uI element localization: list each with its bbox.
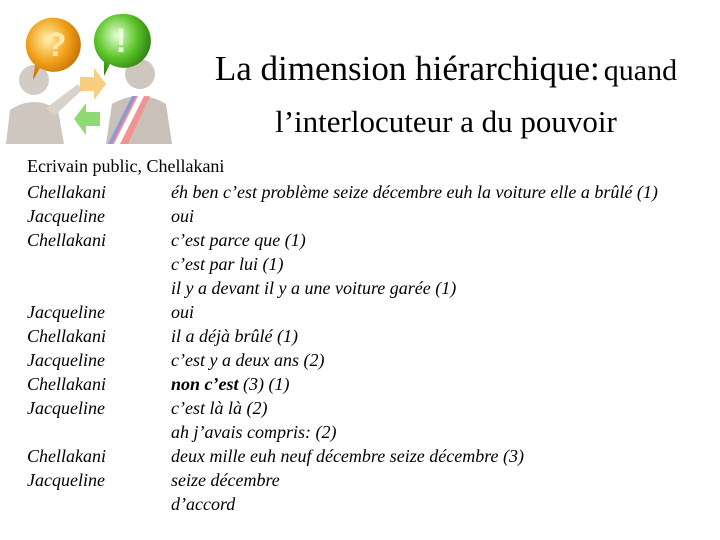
transcript-row — [27, 276, 717, 300]
arrow-left-icon — [74, 103, 100, 135]
utterance: c’est parce que (1) — [171, 230, 306, 250]
transcript-row — [27, 228, 717, 252]
transcript-row — [27, 324, 717, 348]
utterance: oui — [171, 206, 195, 226]
transcript-header: Ecrivain public, Chellakani — [27, 156, 225, 176]
speaker-name: Jacqueline — [27, 470, 105, 490]
slide-title — [172, 46, 720, 145]
transcript-row — [27, 468, 717, 492]
title-small: quand — [603, 54, 678, 87]
speaker-name: Jacqueline — [27, 302, 105, 322]
utterance: deux mille euh neuf décembre seize décembre (3) — [171, 446, 525, 466]
speaker-name: Jacqueline — [27, 350, 105, 370]
utterance: il a déjà brûlé (1) — [171, 326, 298, 346]
utterance: il y a devant il y a une voiture garée (1) — [171, 278, 457, 298]
svg-text:?: ? — [45, 26, 67, 64]
utterance: ah j’avais compris: (2) — [171, 422, 337, 442]
transcript — [27, 180, 717, 516]
left-person-icon — [6, 65, 82, 144]
utterance — [171, 372, 289, 396]
dialogue-logo-illustration — [0, 4, 176, 144]
title-line-2: l’interlocuteur a du pouvoir — [275, 104, 617, 139]
svg-text:!: ! — [115, 22, 127, 60]
transcript-row — [27, 300, 717, 324]
arrow-right-icon — [80, 68, 106, 100]
speaker-name: Chellakani — [27, 446, 106, 466]
transcript-row — [27, 372, 717, 396]
transcript-row — [27, 492, 717, 516]
speaker-name: Chellakani — [27, 374, 106, 394]
transcript-row — [27, 204, 717, 228]
transcript-row — [27, 420, 717, 444]
speaker-name: Chellakani — [27, 182, 106, 202]
utterance: oui — [171, 302, 195, 322]
utterance: c’est y a deux ans (2) — [171, 350, 325, 370]
transcript-row — [27, 396, 717, 420]
speaker-name: Jacqueline — [27, 398, 105, 418]
utterance: d’accord — [171, 494, 236, 514]
transcript-row — [27, 348, 717, 372]
title-main: La dimension hiérarchique: — [214, 49, 600, 88]
speaker-name: Jacqueline — [27, 206, 105, 226]
utterance: c’est là là (2) — [171, 398, 268, 418]
transcript-row — [27, 444, 717, 468]
utterance: éh ben c’est problème seize décembre euh la voiture elle a brûlé (1) — [171, 182, 658, 202]
utterance: c’est par lui (1) — [171, 254, 284, 274]
speaker-name: Chellakani — [27, 230, 106, 250]
utterance: seize décembre — [171, 470, 280, 490]
utterance-emphasis: non c’est — [171, 374, 239, 394]
utterance-rest: (3) (1) — [238, 374, 290, 394]
right-person-icon — [106, 59, 172, 144]
transcript-row — [27, 252, 717, 276]
transcript-row — [27, 180, 717, 204]
speaker-name: Chellakani — [27, 326, 106, 346]
